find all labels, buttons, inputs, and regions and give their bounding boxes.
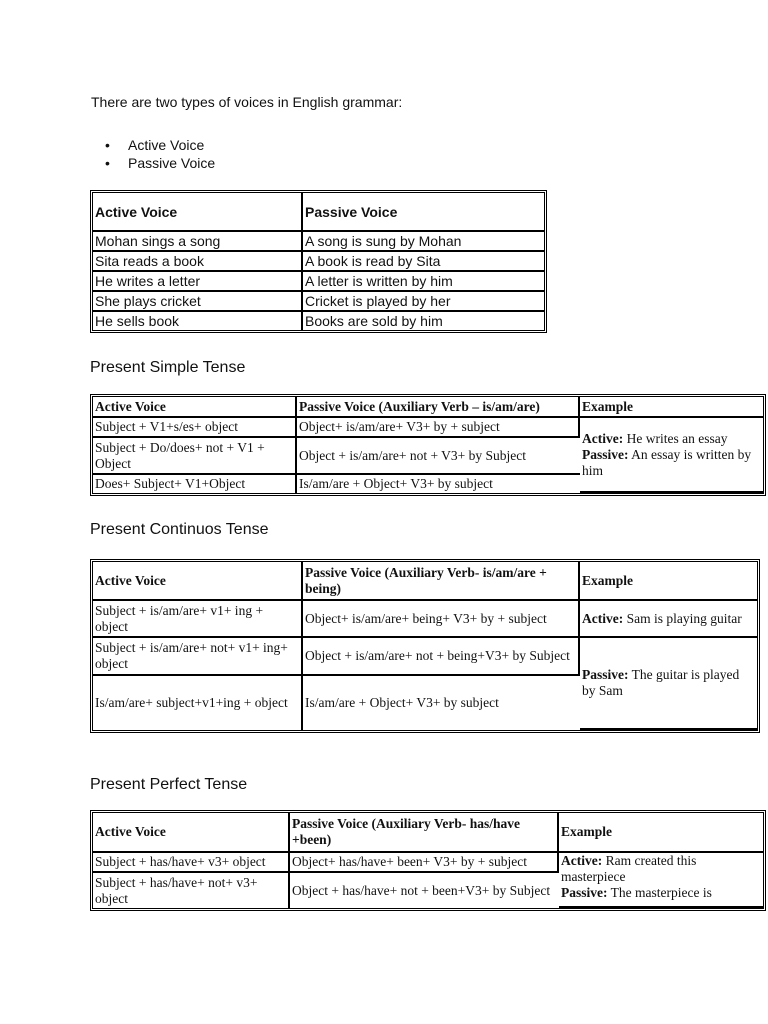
table-cell: Object+ has/have+ been+ V3+ by + subject (290, 853, 559, 873)
table-cell: Subject + has/have+ not+ v3+ object (93, 873, 290, 908)
column-header-example: Example (559, 813, 763, 853)
section-heading-present-continuous: Present Continuos Tense (90, 521, 269, 538)
column-header-passive: Passive Voice (Auxiliary Verb – is/am/are) (297, 397, 580, 418)
example-cell-passive (580, 638, 757, 730)
table-row (93, 418, 763, 438)
table-cell: Is/am/are + Object+ V3+ by subject (305, 695, 499, 710)
column-header-passive: Passive Voice (303, 193, 544, 232)
column-header-example: Example (580, 562, 757, 601)
passive-example: An essay is written by him (582, 446, 752, 478)
table-cell: Object+ is/am/are+ V3+ by + subject (297, 418, 580, 438)
active-label: Active: (582, 610, 624, 626)
table-cell: Is/am/are + Object+ V3+ by subject (299, 476, 493, 491)
passive-label: Passive: (582, 667, 629, 682)
table-cell: Object + is/am/are+ not + V3+ by Subject (297, 438, 580, 475)
table-row (93, 252, 544, 272)
table-cell: She plays cricket (93, 292, 303, 312)
table-cell: Cricket is played by her (303, 292, 544, 312)
table-header-row (93, 562, 757, 601)
present-perfect-table (90, 810, 766, 911)
passive-example: The guitar is played by Sam (582, 667, 740, 698)
column-header-active: Active Voice (93, 562, 303, 601)
table-cell: A book is read by Sita (303, 252, 544, 272)
table-cell: Books are sold by him (305, 312, 443, 329)
table-row (93, 292, 544, 312)
active-example: Sam is playing guitar (623, 610, 742, 626)
table-cell: Subject + Do/does+ not + V1 + Object (93, 438, 297, 475)
table-cell: He writes a letter (93, 272, 303, 292)
active-label: Active: (561, 853, 603, 868)
table-cell: A letter is written by him (303, 272, 544, 292)
active-example: He writes an essay (623, 430, 728, 446)
example-cell (559, 853, 763, 908)
table-row (93, 232, 544, 252)
table-cell: Subject + has/have+ v3+ object (93, 853, 290, 873)
table-row (93, 853, 763, 873)
table-cell: Object + is/am/are+ not + being+V3+ by Subject (303, 638, 580, 676)
list-item: • Passive Voice (105, 154, 215, 172)
table-cell: Does+ Subject+ V1+Object (93, 475, 297, 493)
column-header-passive: Passive Voice (Auxiliary Verb- has/have +been) (290, 813, 559, 853)
table-row (93, 638, 757, 676)
section-heading-present-simple: Present Simple Tense (90, 359, 246, 376)
column-header-active: Active Voice (93, 193, 303, 232)
passive-label: Passive: (582, 446, 629, 462)
table-row (93, 272, 544, 292)
passive-example: The masterpiece is (607, 885, 712, 900)
table-row (93, 601, 757, 638)
table-header-row (93, 813, 763, 853)
table-cell: Mohan sings a song (93, 232, 303, 252)
present-simple-table (90, 394, 766, 496)
example-cell (580, 418, 763, 493)
table-cell: Is/am/are+ subject+v1+ing + object (93, 676, 303, 730)
active-example: Ram created this masterpiece (561, 853, 697, 884)
present-continuous-table (90, 559, 760, 733)
intro-text: There are two types of voices in English grammar: (91, 94, 403, 110)
active-label: Active: (582, 430, 624, 446)
column-header-active: Active Voice (93, 397, 297, 418)
table-cell: A song is sung by Mohan (303, 232, 544, 252)
table-row (93, 312, 544, 330)
column-header-passive: Passive Voice (Auxiliary Verb- is/am/are + being) (303, 562, 580, 601)
table-header-row (93, 193, 544, 232)
table-cell: Subject + is/am/are+ not+ v1+ ing+ object (93, 638, 303, 676)
example-cell-active (580, 601, 757, 638)
list-item: • Active Voice (105, 136, 215, 154)
table-cell: He sells book (93, 312, 303, 330)
voice-examples-table (90, 190, 547, 333)
table-header-row (93, 397, 763, 418)
column-header-example: Example (580, 397, 763, 418)
voice-types-list (105, 136, 215, 172)
table-cell: Object+ is/am/are+ being+ V3+ by + subject (303, 601, 580, 638)
column-header-active: Active Voice (93, 813, 290, 853)
table-cell: Subject + is/am/are+ v1+ ing + object (93, 601, 303, 638)
section-heading-present-perfect: Present Perfect Tense (90, 776, 248, 793)
table-cell: Subject + V1+s/es+ object (93, 418, 297, 438)
table-cell: Object + has/have+ not + been+V3+ by Subject (292, 882, 551, 898)
table-cell: Sita reads a book (93, 252, 303, 272)
passive-label: Passive: (561, 885, 608, 900)
